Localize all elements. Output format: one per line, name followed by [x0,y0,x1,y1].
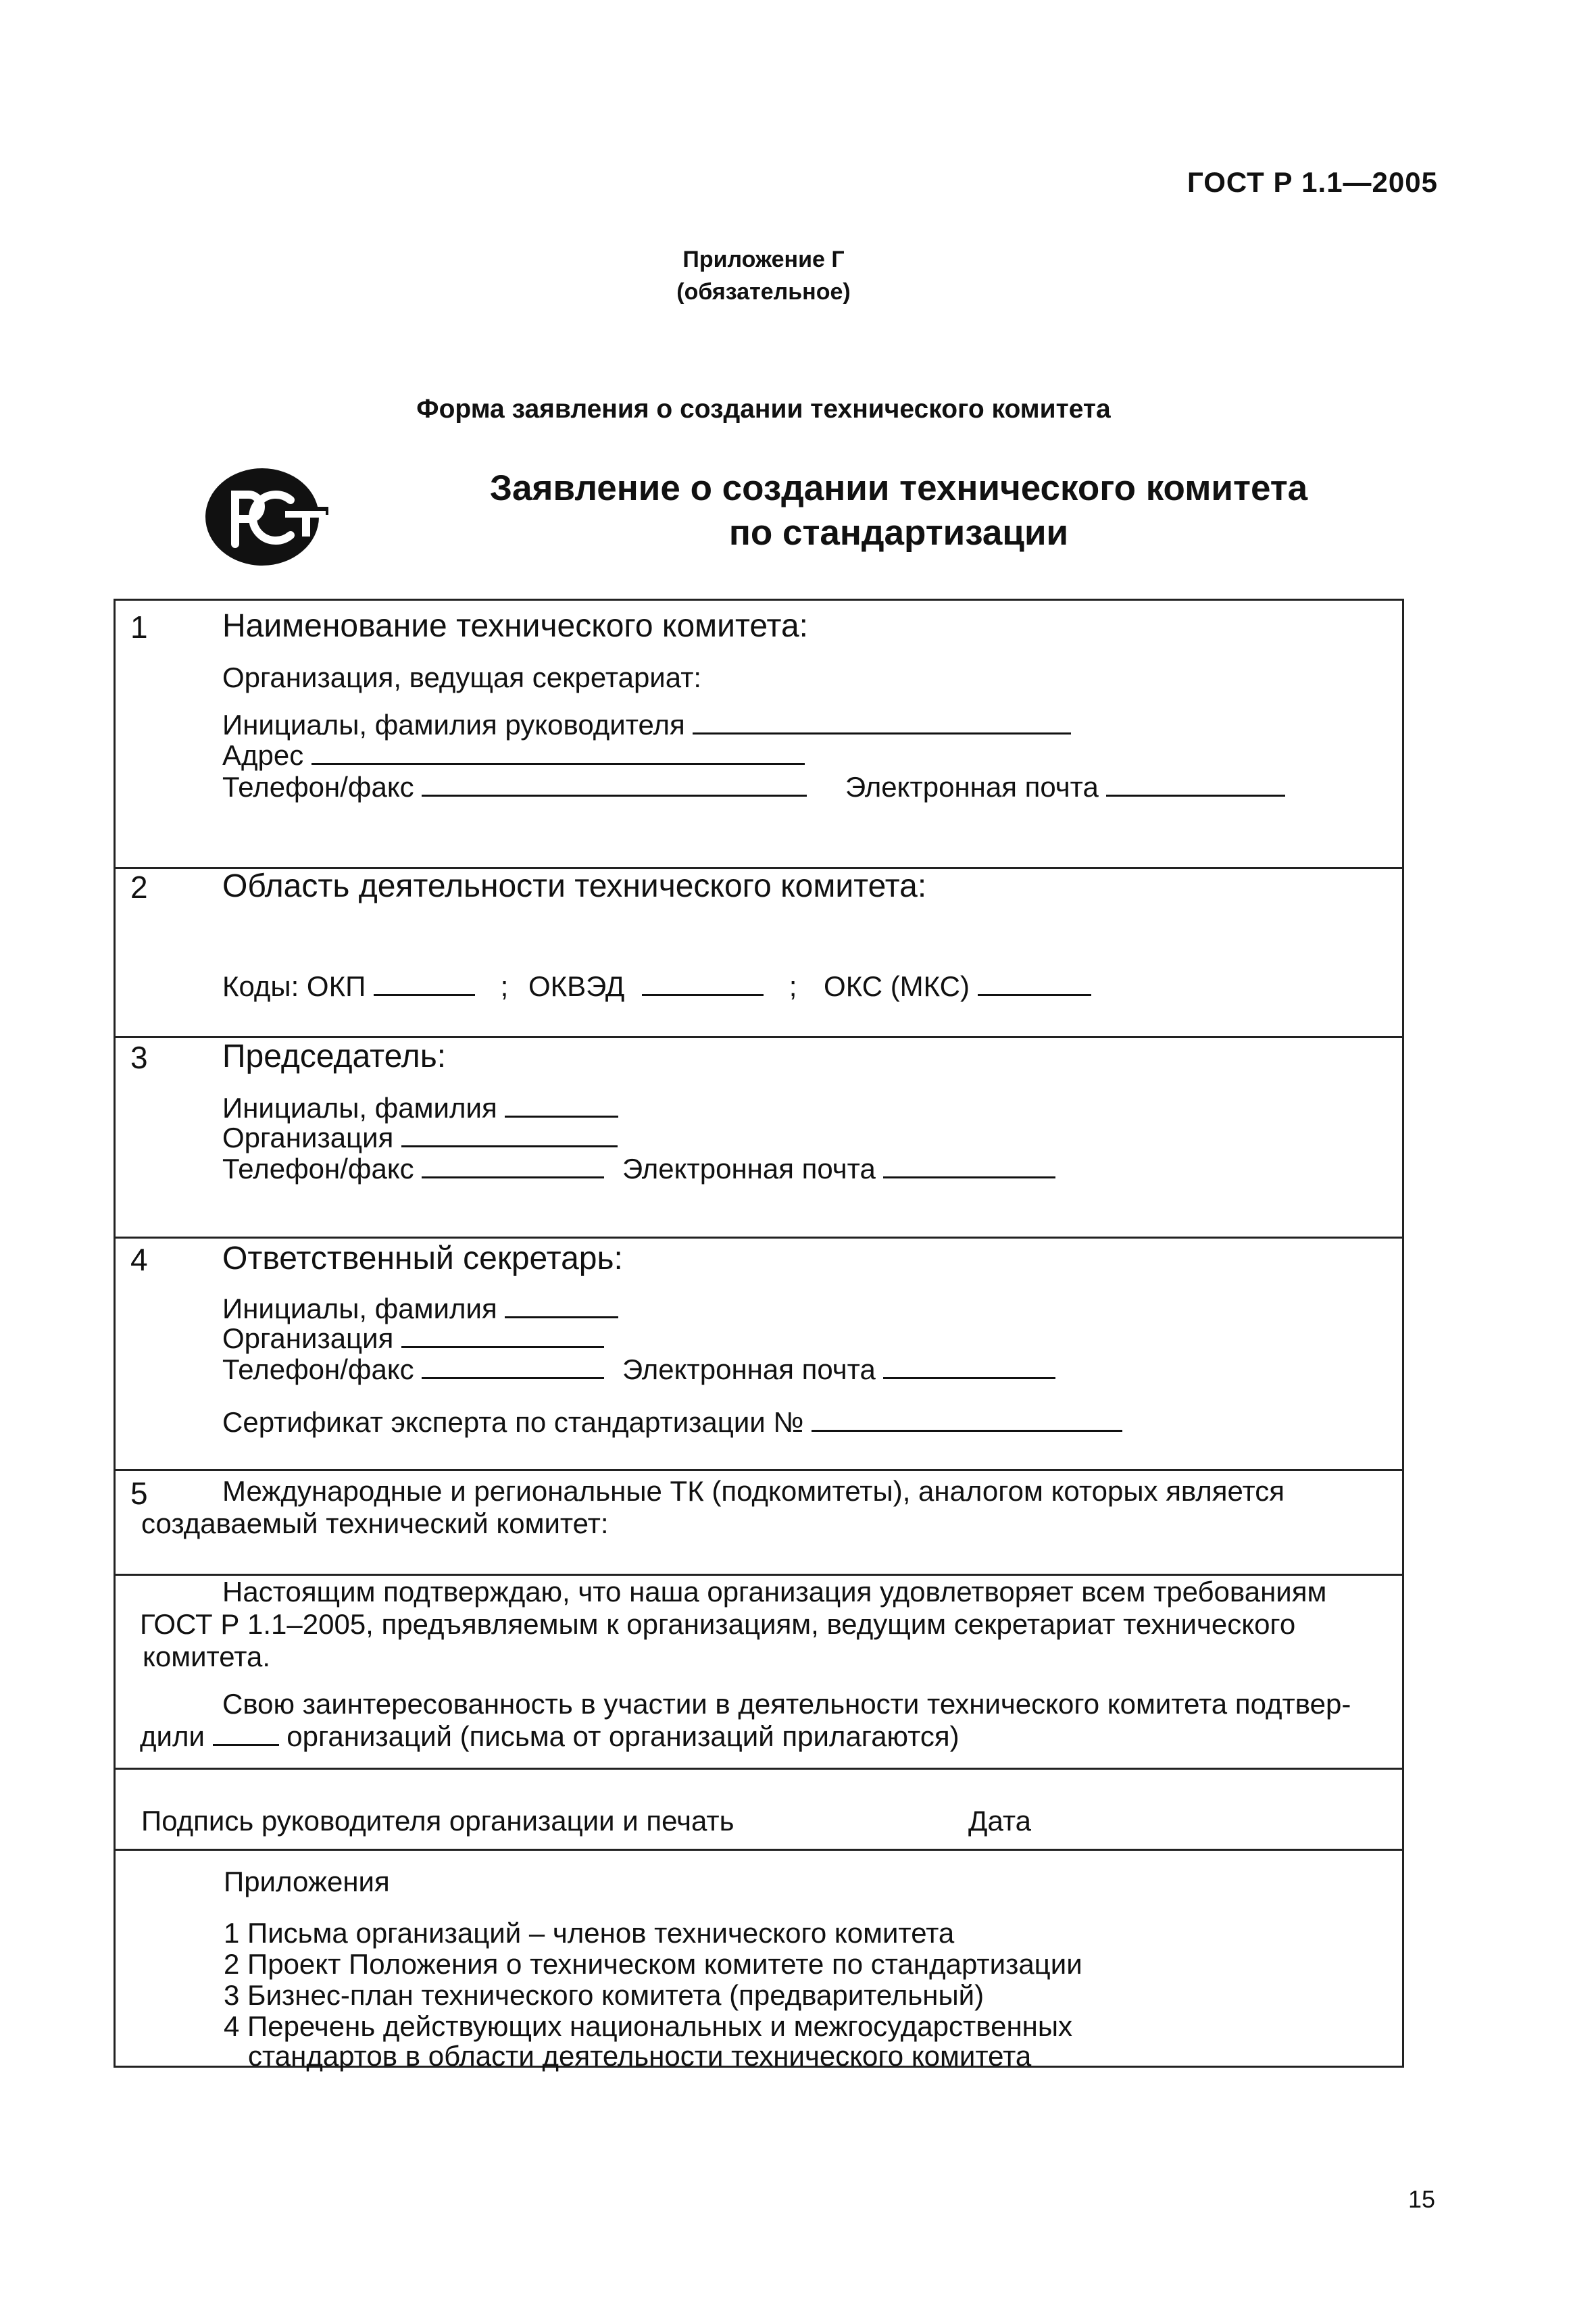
section-2 [116,869,1402,1038]
org-field[interactable] [401,1122,618,1147]
okved-field[interactable] [642,971,764,996]
attachment-item: 3 Бизнес-план технического комитета (предварительный) [224,1979,984,2011]
section-5-line2: создаваемый технический комитет: [141,1508,609,1539]
secretary-phone-row [222,1353,604,1386]
certificate-label: Сертификат эксперта по стандартизации № [222,1406,804,1438]
section-title: Ответственный секретарь: [222,1241,623,1276]
confirm-p2-b: организаций (письма от организаций прилагаются) [286,1720,959,1752]
confirm-p1-line2: ГОСТ Р 1.1–2005, предъявляемым к организациям, ведущим секретариат технического [140,1608,1296,1640]
main-title [459,466,1338,555]
org-count-field[interactable] [213,1721,279,1746]
phone-field[interactable] [422,1153,604,1178]
certificate-row [222,1406,1122,1439]
section-number: 3 [130,1040,148,1075]
okved-label: ОКВЭД [528,970,625,1002]
attachment-item: 4 Перечень действующих национальных и межгосударственных [224,2010,1073,2042]
secretary-email-row [622,1353,1055,1386]
address-label: Адрес [222,739,304,771]
head-label: Инициалы, фамилия руководителя [222,709,685,741]
attachments-section [116,1851,1402,2072]
rst-mark-icon [203,466,331,568]
section-title: Область деятельности технического комитета: [222,868,927,904]
signature-label: Подпись руководителя организации и печать [141,1805,734,1837]
annex-heading [0,243,1527,308]
section-4 [116,1239,1402,1471]
email-field[interactable] [883,1354,1055,1379]
email-label: Электронная почта [845,771,1099,803]
section-title: Председатель: [222,1039,447,1074]
document-code: ГОСТ Р 1.1—2005 [1187,166,1438,198]
oks-field[interactable] [978,971,1091,996]
attachment-item-continuation: стандартов в области деятельности технического комитета [248,2040,1032,2072]
address-field[interactable] [311,740,805,765]
date-label: Дата [968,1805,1032,1837]
signature-section [116,1770,1402,1851]
org-label: Организация [222,1322,394,1354]
chair-name-row [222,1092,618,1124]
main-title-line2: по стандартизации [728,513,1069,553]
codes-row [222,970,1091,1003]
section-number: 1 [130,609,148,645]
address-row [222,739,805,772]
secretariat-org-label: Организация, ведущая секретариат: [222,662,702,693]
annex-title: Приложение Г [682,247,845,272]
confirm-p2-a: дили [140,1720,205,1752]
confirmation-section [116,1576,1402,1770]
head-row [222,709,1071,741]
section-5 [116,1471,1402,1576]
section-title: Наименование технического комитета: [222,608,808,644]
name-label: Инициалы, фамилия [222,1092,497,1124]
okp-field[interactable] [374,971,475,996]
secretary-name-row [222,1293,618,1325]
phone-field[interactable] [422,1354,604,1379]
separator: ; [789,970,797,1002]
confirm-p2-line2 [140,1720,959,1753]
head-field[interactable] [693,710,1071,735]
confirm-p1-line3: комитета. [143,1641,271,1672]
phone-field[interactable] [422,772,807,797]
org-label: Организация [222,1122,394,1153]
page-number: 15 [1407,2185,1435,2213]
annex-status: (обязательное) [676,279,851,305]
main-title-line1: Заявление о создании технического комитета [489,468,1308,508]
logo-text: РСТ [203,466,204,467]
section-number: 2 [130,870,148,905]
name-field[interactable] [505,1293,618,1318]
phone-row [222,771,807,803]
chair-email-row [622,1153,1055,1185]
section-number: 5 [130,1476,148,1511]
confirm-p1-line1: Настоящим подтверждаю, что наша организация удовлетворяет всем требованиям [222,1576,1327,1608]
oks-label: ОКС (МКС) [824,970,970,1002]
codes-okp-label: Коды: ОКП [222,970,366,1002]
org-field[interactable] [401,1323,604,1348]
section-3 [116,1038,1402,1239]
email-label: Электронная почта [622,1353,876,1385]
email-label: Электронная почта [622,1153,876,1185]
application-form [114,599,1404,2072]
email-field[interactable] [1106,772,1285,797]
email-row [845,771,1285,803]
separator: ; [500,970,509,1002]
attachment-item: 1 Письма организаций – членов технического комитета [224,1917,955,1949]
certificate-field[interactable] [812,1407,1122,1432]
email-field[interactable] [883,1153,1055,1178]
phone-label: Телефон/факс [222,1153,414,1185]
section-number: 4 [130,1242,148,1277]
name-field[interactable] [505,1093,618,1118]
secretary-org-row [222,1322,604,1355]
attachment-item: 2 Проект Положения о техническом комитете по стандартизации [224,1948,1082,1980]
section-5-line1: Международные и региональные ТК (подкомитеты), аналогом которых является [222,1475,1285,1507]
section-1 [116,601,1402,869]
chair-org-row [222,1122,618,1154]
chair-phone-row [222,1153,604,1185]
attachments-title: Приложения [224,1866,390,1897]
form-title: Форма заявления о создании технического комитета [416,395,1111,424]
confirm-p2-line1: Свою заинтересованность в участии в деятельности технического комитета подтвер- [222,1688,1351,1720]
name-label: Инициалы, фамилия [222,1293,497,1324]
phone-label: Телефон/факс [222,1353,414,1385]
phone-label: Телефон/факс [222,771,414,803]
